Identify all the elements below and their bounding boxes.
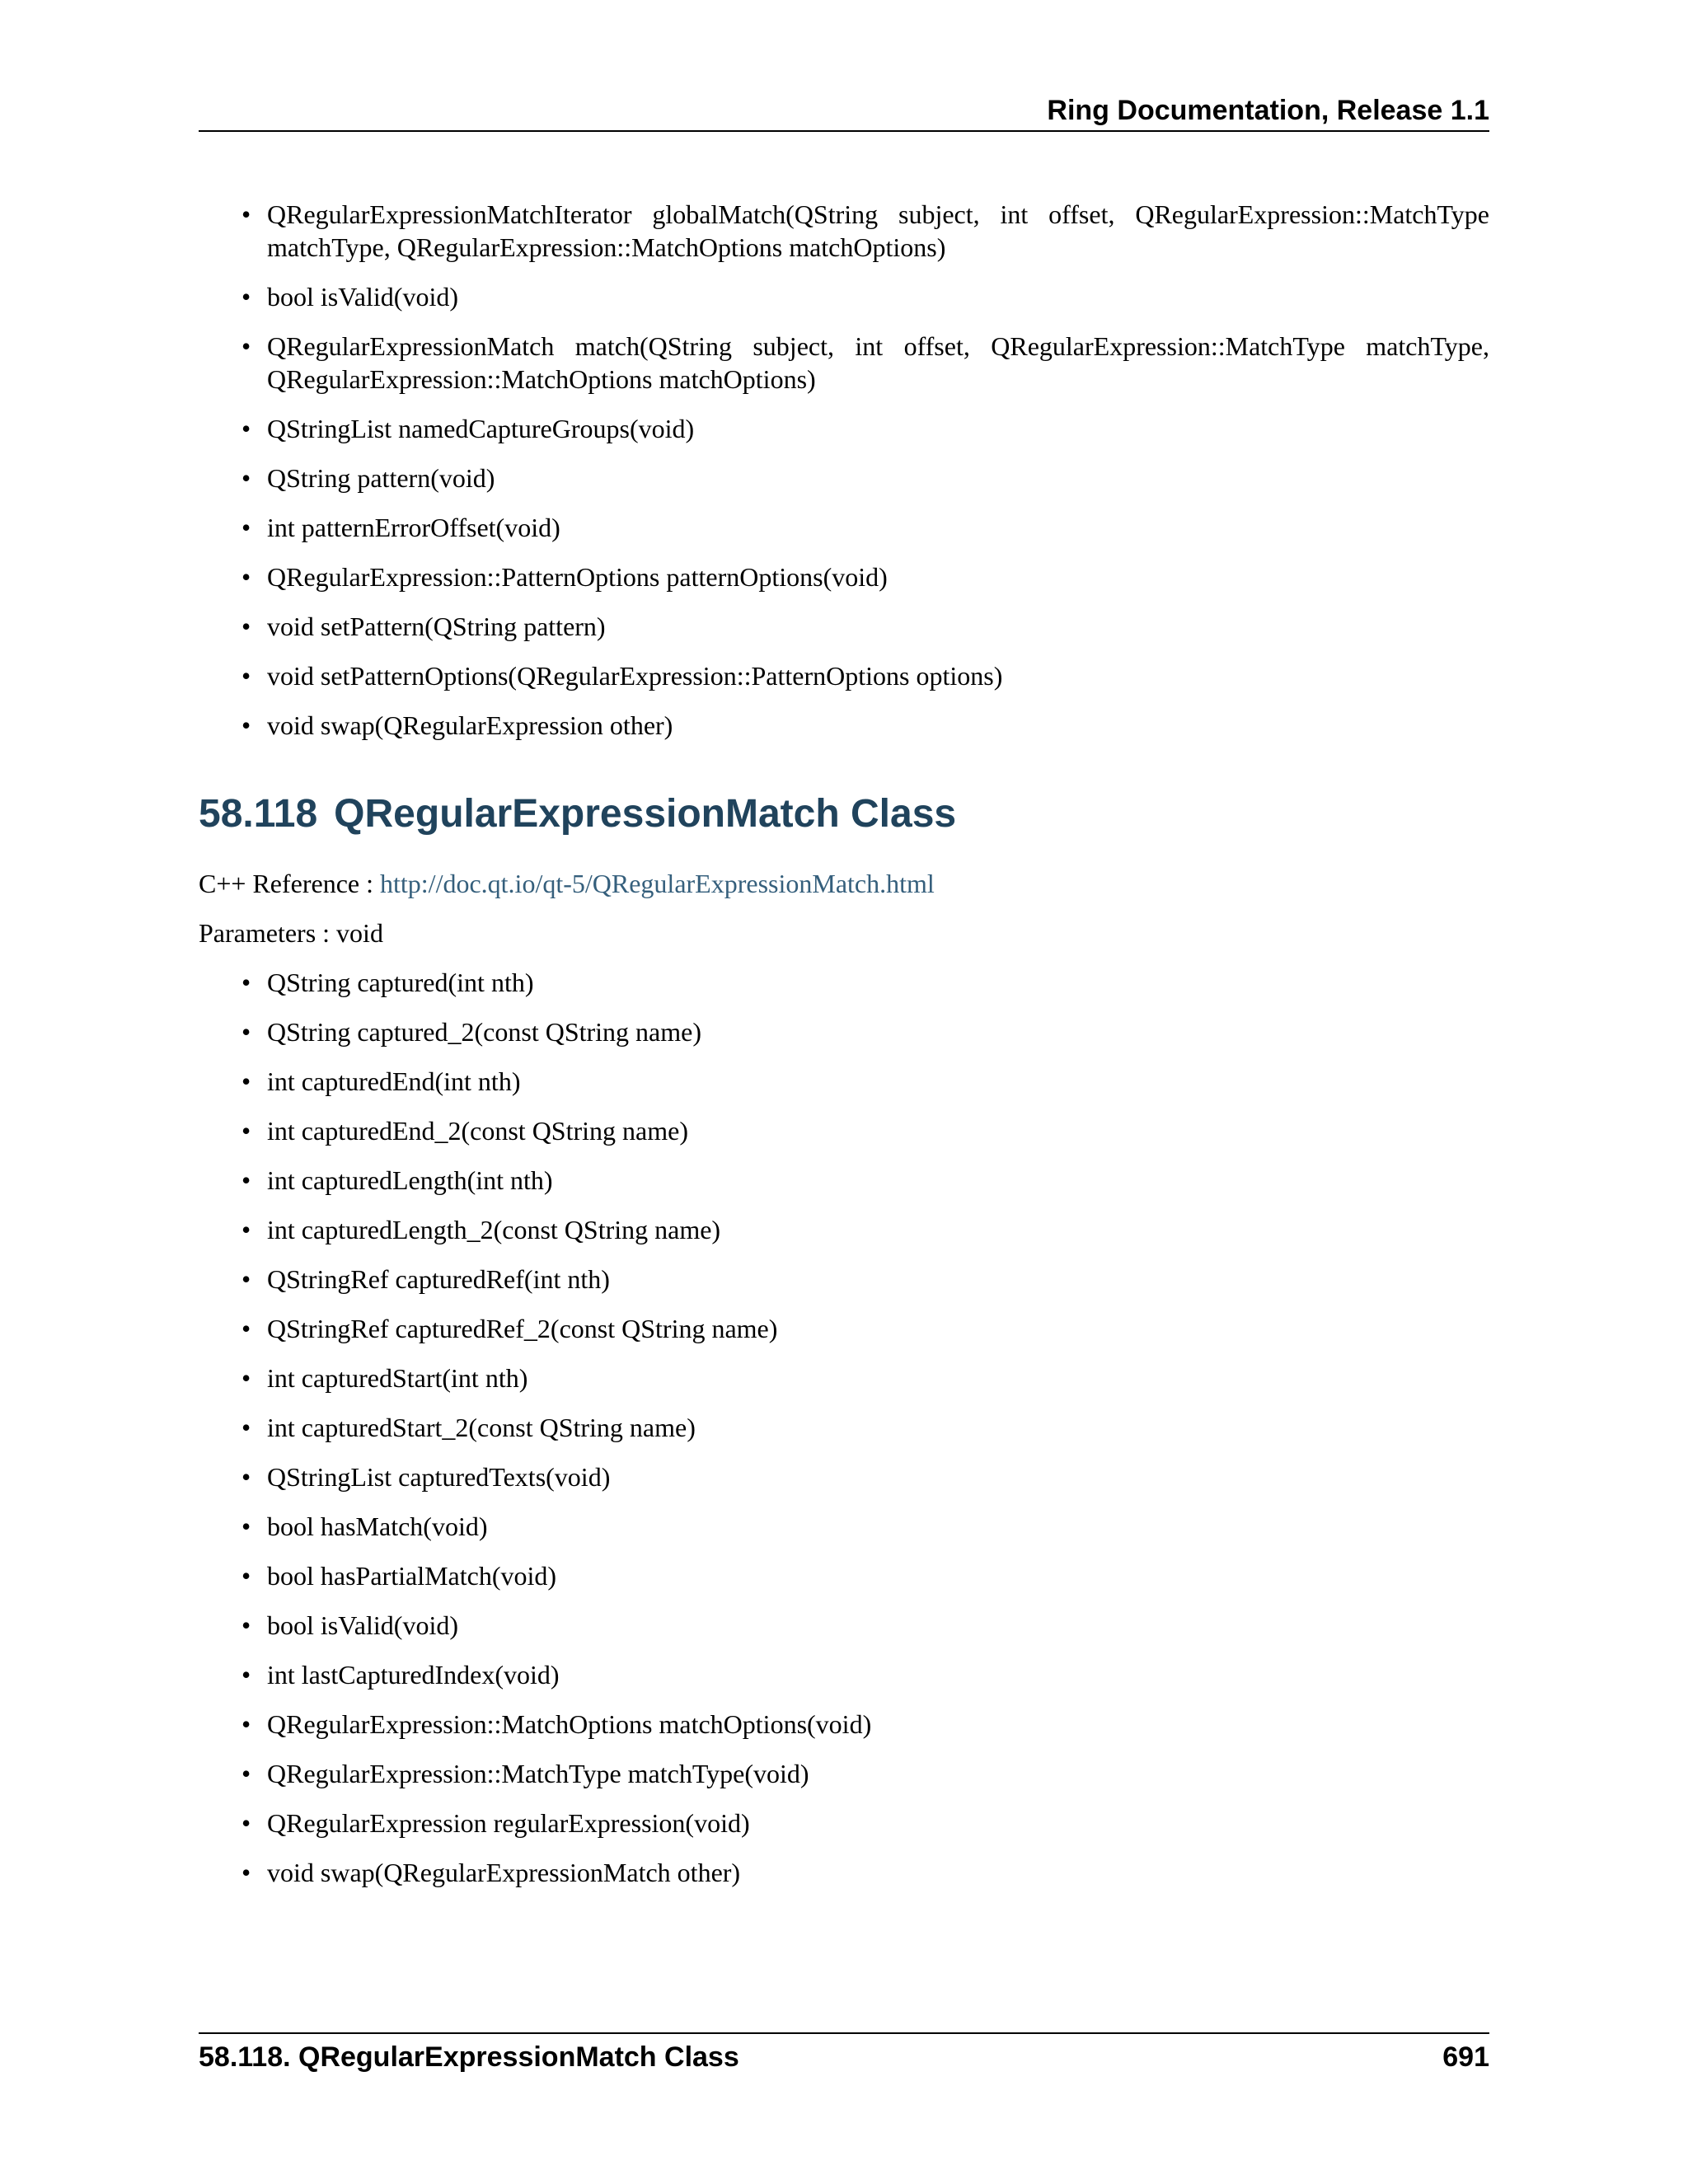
section-heading [199, 790, 1489, 839]
list-item: • bool hasPartialMatch(void) [241, 1561, 557, 1591]
list-item: • QRegularExpression::MatchType matchType(void) [241, 1759, 809, 1788]
bullet-icon: • [241, 1264, 251, 1294]
list-item: • QStringRef capturedRef(int nth) [241, 1264, 610, 1294]
list-item: • int patternErrorOffset(void) [241, 513, 560, 542]
previous-method-list [199, 198, 1489, 742]
bullet-icon: • [241, 1759, 251, 1788]
list-item: • void swap(QRegularExpressionMatch other) [241, 1858, 741, 1887]
reference-label: C++ Reference : [199, 869, 380, 898]
list-item: • QRegularExpression::MatchOptions matchOptions(void) [241, 1709, 872, 1739]
list-item: • QString captured_2(const QString name) [241, 1017, 701, 1047]
bullet-icon: • [241, 1363, 251, 1393]
bullet-icon: • [241, 1808, 251, 1838]
list-item: • QRegularExpressionMatchIterator globalMatch(QString subject, int offset, QRegularExpression::MatchType matchType, QRegularExpression::MatchOptions matchOptions) [241, 199, 1489, 262]
bullet-icon: • [241, 1314, 251, 1343]
list-item: • bool isValid(void) [241, 282, 458, 312]
list-item: • QRegularExpression regularExpression(void) [241, 1808, 750, 1838]
document-page [199, 0, 1489, 2184]
bullet-icon: • [241, 612, 251, 641]
section-number: 58.118 [199, 792, 318, 836]
list-item: • int capturedEnd(int nth) [241, 1066, 521, 1096]
bullet-icon: • [241, 331, 251, 361]
bullet-icon: • [241, 1561, 251, 1591]
bullet-icon: • [241, 513, 251, 542]
bullet-icon: • [241, 414, 251, 443]
list-item: • QStringRef capturedRef_2(const QString name) [241, 1314, 778, 1343]
list-item: • bool isValid(void) [241, 1610, 458, 1640]
list-item: • bool hasMatch(void) [241, 1511, 488, 1541]
running-header: Ring Documentation, Release 1.1 [1047, 95, 1489, 126]
parameters-line: Parameters : void [199, 918, 383, 948]
bullet-icon: • [241, 1858, 251, 1887]
reference-link[interactable]: http://doc.qt.io/qt-5/QRegularExpressionMatch.html [380, 869, 935, 898]
list-item: • void setPatternOptions(QRegularExpression::PatternOptions options) [241, 661, 1003, 691]
list-item: • QStringList namedCaptureGroups(void) [241, 414, 695, 443]
list-item: • int capturedLength_2(const QString name) [241, 1215, 721, 1244]
bullet-icon: • [241, 1165, 251, 1195]
page-number: 691 [1442, 2041, 1489, 2073]
footer-section-label: 58.118. QRegularExpressionMatch Class [199, 2041, 739, 2073]
bullet-icon: • [241, 1116, 251, 1146]
list-item: • QRegularExpressionMatch match(QString subject, int offset, QRegularExpression::MatchType matchType, QRegularExpression::MatchOptions matchOptions) [241, 331, 1489, 394]
bullet-icon: • [241, 562, 251, 592]
list-item: • QString pattern(void) [241, 463, 495, 493]
list-item: • QRegularExpression::PatternOptions patternOptions(void) [241, 562, 888, 592]
footer-rule [199, 2032, 1489, 2034]
header-rule [199, 130, 1489, 132]
method-list [199, 966, 1489, 1889]
section-title: QRegularExpressionMatch Class [334, 792, 957, 836]
list-item: • int lastCapturedIndex(void) [241, 1660, 560, 1690]
list-item: • int capturedStart_2(const QString name) [241, 1413, 696, 1442]
bullet-icon: • [241, 1610, 251, 1640]
bullet-icon: • [241, 1660, 251, 1690]
list-item: • void swap(QRegularExpression other) [241, 710, 673, 740]
list-item: • void setPattern(QString pattern) [241, 612, 606, 641]
list-item: • int capturedEnd_2(const QString name) [241, 1116, 688, 1146]
bullet-icon: • [241, 661, 251, 691]
bullet-icon: • [241, 1511, 251, 1541]
list-item: • int capturedStart(int nth) [241, 1363, 528, 1393]
bullet-icon: • [241, 1066, 251, 1096]
bullet-icon: • [241, 1413, 251, 1442]
list-item: • QString captured(int nth) [241, 968, 534, 997]
bullet-icon: • [241, 1215, 251, 1244]
bullet-icon: • [241, 1017, 251, 1047]
bullet-icon: • [241, 968, 251, 997]
bullet-icon: • [241, 199, 251, 229]
bullet-icon: • [241, 710, 251, 740]
bullet-icon: • [241, 282, 251, 312]
list-item: • int capturedLength(int nth) [241, 1165, 553, 1195]
page-content [199, 198, 1489, 1905]
list-item: • QStringList capturedTexts(void) [241, 1462, 611, 1492]
bullet-icon: • [241, 463, 251, 493]
bullet-icon: • [241, 1462, 251, 1492]
bullet-icon: • [241, 1709, 251, 1739]
cpp-reference [199, 867, 1489, 900]
